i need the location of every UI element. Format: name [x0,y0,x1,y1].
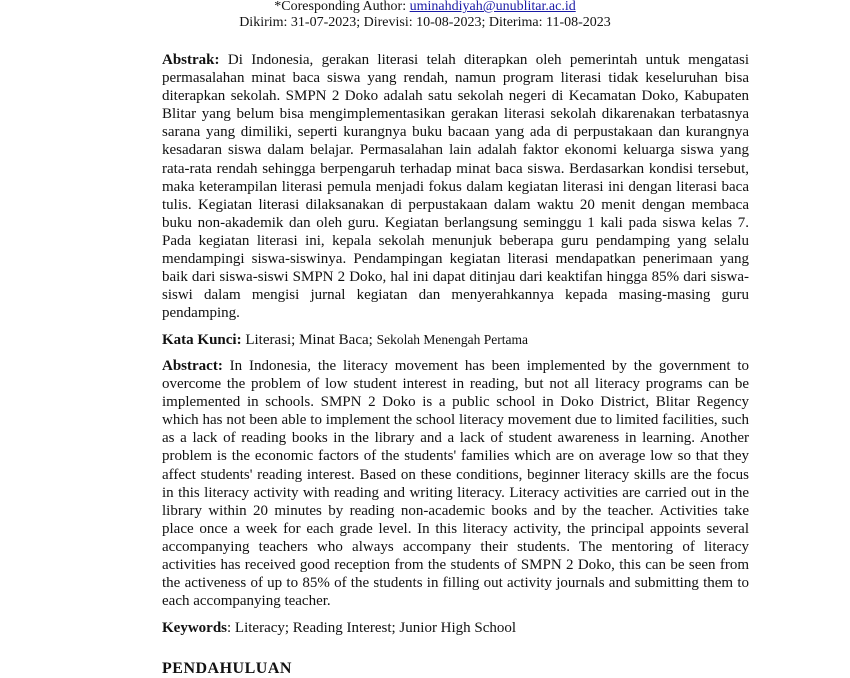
abstract-paragraph [162,357,749,610]
abstract-text: In Indonesia, the literacy movement has been implemented by the government to overcome the problem of low student interest in reading, but not all literacy programs can be implemented in schools. SMPN 2 Doko is a public school in Doko District, Blitar Regency which has not been able to implement the school literacy movement due to limited facilities, such as a lack of reading books in the library and a lack of student awareness in learning. Another problem is the economic factors of the students' families which are on average low so that they affect students' reading interest. Based on these conditions, beginner literacy skills are the focus in this literacy activity with reading and writing literacy. Literacy activities are carried out in the library within 20 minutes by reading non-academic books and by the teacher. Activities take place once a week for each grade level. In this literacy activity, the principal appoints several accompanying teachers who always accompany their students. The mentoring of literacy activities has received good reception from the students of SMPN 2 Doko, this can be seen from the activeness of up to 85% of the students in filling out activity journals and submitting them to each accompanying teacher. [162,358,749,610]
kata-kunci-text-small: Sekolah Menengah Pertama [376,332,529,347]
abstract-label: Abstract: [162,358,223,374]
submission-dates: Dikirim: 31-07-2023; Direvisi: 10-08-2023; Diterima: 11-08-2023 [239,15,611,30]
kata-kunci-line [162,331,749,349]
author-email-link[interactable]: uminahdiyah@unublitar.ac.id [409,0,576,14]
abstrak-text: Di Indonesia, gerakan literasi telah diterapkan oleh pemerintah untuk mengatasi permasalahan minat baca siswa yang rendah, namun program literasi tidak keseluruhan bisa diterapkan sekolah. SMPN 2 Doko adalah satu sekolah negeri di Kecamatan Doko, Kabupaten Blitar yang belum bisa mengimplementasikan gerakan literasi sekolah dikarenakan terbatasnya sarana yang dimiliki, seperti kurangnya buku bacaan yang ada di perpustakaan dan kurangnya kesadaran siswa dalam belajar. Permasalahan lain adalah faktor ekonomi keluarga siswa yang rata-rata rendah sehingga berpengaruh terhadap minat baca siswa. Berdasarkan kondisi tersebut, maka keterampilan literasi pemula menjadi fokus dalam kegiatan literasi ini dengan literasi baca tulis. Kegiatan literasi dilaksanakan di perpustakaan dalam waktu 20 menit dengan membaca buku non-akademik dan oleh guru. Kegiatan berlangsung seminggu 1 kali pada siswa kelas 7. Pada kegiatan literasi ini, kepala sekolah menunjuk beberapa guru pendamping yang selalu mendampingi siswa-siswinya. Pendampingan kegiatan literasi mendapatkan penerimaan yang baik dari siswa-siswi SMPN 2 Doko, hal ini dapat ditinjau dari keaktifan hingga 85% dari siswa-siswi dalam mengisi jurnal kegiatan dan menyerahkannya kepada masing-masing guru pendamping. [162,52,749,322]
kata-kunci-label: Kata Kunci: [162,332,242,348]
corresponding-author [0,0,850,15]
keywords-line [162,619,749,637]
keywords-text: : Literacy; Reading Interest; Junior High School [227,620,517,636]
section-heading: PENDAHULUAN [162,660,292,677]
corresponding-label: *Coresponding Author: [274,0,410,14]
abstrak-label: Abstrak: [162,52,220,68]
keywords-label: Keywords [162,620,227,636]
abstrak-paragraph [162,51,749,322]
kata-kunci-text: Literasi; Minat Baca; [245,332,373,348]
